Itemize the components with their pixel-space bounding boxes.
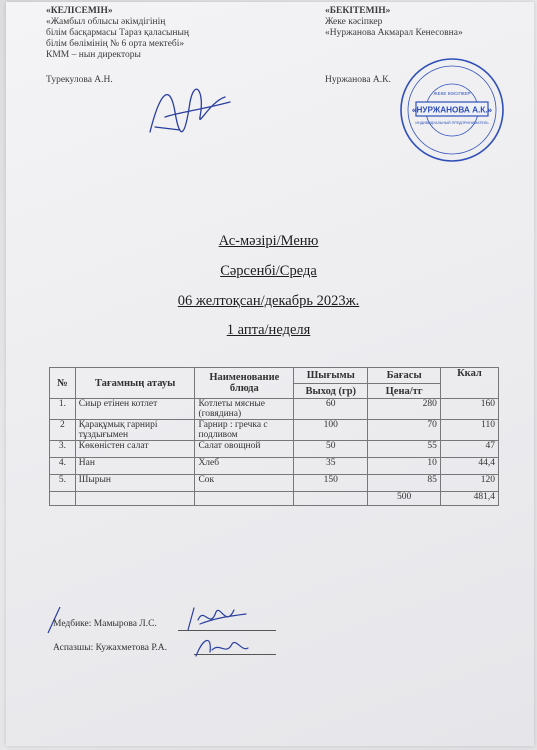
nurse-signature-label: Медбике: Мамырова Л.С. [53, 619, 157, 629]
signer-right: Нуржанова А.К. [325, 75, 391, 85]
header-name-kz: Тағамның атауы [75, 368, 195, 399]
row-output: 35 [294, 458, 368, 475]
row-kcal: 44,4 [440, 458, 498, 475]
row-kcal: 47 [440, 441, 498, 458]
cook-signature-label: Аспазшы: Кужахметова Р.А. [53, 643, 168, 653]
row-name-kz: Сиыр етінен котлет [75, 399, 195, 420]
header-kcal: Ккал [440, 368, 498, 399]
row-output: 150 [294, 475, 368, 492]
table-row [50, 420, 499, 441]
row-price: 10 [368, 458, 441, 475]
row-num: 4. [50, 458, 76, 475]
menu-title: Ас-мәзірі/Меню [218, 233, 319, 249]
header-name-ru: Наименование блюда [195, 368, 294, 399]
header-output-ru: Выход (гр) [294, 384, 368, 399]
row-output: 100 [294, 420, 368, 441]
total-empty [75, 492, 195, 506]
total-empty [195, 492, 294, 506]
table-total-row [50, 492, 499, 506]
row-num: 1. [50, 399, 76, 420]
menu-table [49, 367, 499, 506]
director-signature [140, 72, 235, 142]
row-output: 60 [294, 399, 368, 420]
stamp-name: «НУРЖАНОВА А.К.» [411, 105, 493, 115]
total-empty [50, 492, 76, 506]
approval-line: «Жамбыл облысы әкімдігінің [46, 17, 166, 27]
header-output-kz: Шығымы [294, 368, 368, 384]
row-name-kz: Қарақұмық гарнирі тұздығымен [75, 420, 195, 441]
row-price: 85 [368, 475, 441, 492]
row-output: 50 [294, 441, 368, 458]
total-empty [294, 492, 368, 506]
row-name-ru: Салат овощной [195, 441, 294, 458]
approval-heading-left: «КЕЛІСЕМІН» [46, 6, 113, 16]
stamp-bottom-words: ИНДИВИДУАЛЬНЫЙ ПРЕДПРИНИМАТЕЛЬ [415, 121, 489, 125]
row-name-ru: Гарнир : гречка с подливом [195, 420, 294, 441]
table-row [50, 399, 499, 420]
table-row [50, 475, 499, 492]
total-kcal: 481,4 [440, 492, 498, 506]
row-kcal: 110 [440, 420, 498, 441]
row-name-ru: Сок [195, 475, 294, 492]
row-kcal: 120 [440, 475, 498, 492]
row-price: 280 [368, 399, 441, 420]
row-name-kz: Көкөністен салат [75, 441, 195, 458]
company-stamp [398, 56, 506, 164]
approval-line: білім бөлімінің № 6 орта мектебі» [46, 39, 185, 49]
stamp-top-words: ЖЕКЕ КӘСІПКЕР [433, 91, 471, 96]
approval-heading-right: «БЕКІТЕМІН» [325, 6, 391, 16]
approval-line: білім басқармасы Тараз қаласының [46, 28, 189, 38]
row-name-ru: Котлеты мясные (говядина) [195, 399, 294, 420]
row-num: 3. [50, 441, 76, 458]
row-price: 55 [368, 441, 441, 458]
header-price-kz: Бағасы [368, 368, 441, 384]
weekday-title: Сәрсенбі/Среда [220, 263, 317, 279]
approval-line: «Нуржанова Акмарал Кенесовна» [325, 28, 463, 38]
row-num: 5. [50, 475, 76, 492]
table-header-row [50, 368, 499, 384]
approval-line: Жеке кәсіпкер [325, 17, 383, 27]
row-num: 2 [50, 420, 76, 441]
header-num: № [50, 368, 76, 399]
date-title: 06 желтоқсан/декабрь 2023ж. [177, 293, 360, 309]
header-price-ru: Цена/тг [368, 384, 441, 399]
row-kcal: 160 [440, 399, 498, 420]
row-price: 70 [368, 420, 441, 441]
total-price: 500 [368, 492, 441, 506]
cook-signature [190, 632, 250, 662]
signer-left: Турекулова А.Н. [46, 75, 113, 85]
approval-line: КММ – нын директоры [46, 50, 141, 60]
row-name-kz: Шырын [75, 475, 195, 492]
table-row [50, 441, 499, 458]
table-row [50, 458, 499, 475]
row-name-ru: Хлеб [195, 458, 294, 475]
row-name-kz: Нан [75, 458, 195, 475]
week-title: 1 апта/неделя [226, 322, 311, 338]
